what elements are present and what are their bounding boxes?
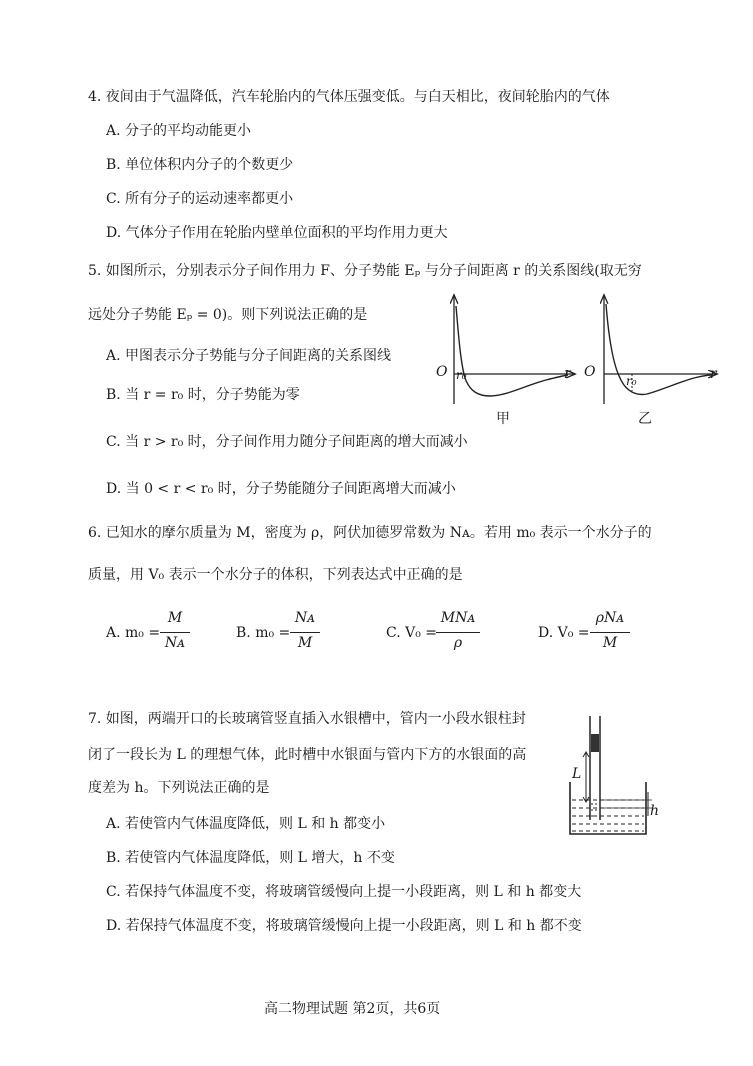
q7-stem-line2: 闭了一段长为 L 的理想气体，此时槽中水银面与管内下方的水银面的高: [88, 747, 527, 763]
q6-option-c-numerator: MNᴀ: [440, 610, 476, 626]
q7-figure-L-label: L: [572, 766, 582, 782]
q4-option-d: D. 气体分子作用在轮胎内壁单位面积的平均作用力更大: [106, 225, 448, 241]
graph-jia-origin-label: O: [436, 364, 448, 380]
q6-stem-line2: 质量，用 V₀ 表示一个水分子的体积，下列表达式中正确的是: [88, 567, 463, 583]
q7-option-b: B. 若使管内气体温度降低，则 L 增大，h 不变: [106, 850, 395, 866]
q4-option-b: B. 单位体积内分子的个数更少: [106, 157, 294, 173]
tube-lower-mercury: [591, 804, 599, 816]
q7-figure-h-label: h: [650, 803, 660, 819]
q6-option-a-lhs: A. m₀ =: [106, 625, 161, 641]
page-footer: 高二物理试题 第2页，共6页: [264, 1001, 441, 1017]
graph-yi-r0-label: r₀: [626, 374, 637, 388]
q5-option-d: D. 当 0 < r < r₀ 时，分子势能随分子间距离增大而减小: [106, 481, 456, 497]
q6-option-b-lhs: B. m₀ =: [236, 625, 291, 641]
q6-option-a-denominator: Nᴀ: [164, 635, 186, 651]
q6-option-b-numerator: Nᴀ: [294, 610, 316, 626]
q7-stem-line3: 度差为 h。下列说法正确的是: [88, 780, 270, 796]
q6-option-d-fraction: [590, 610, 630, 656]
q6-option-a-numerator: M: [167, 610, 183, 626]
graph-jia-caption: 甲: [496, 411, 510, 427]
q7-stem-line1: 7. 如图，两端开口的长玻璃管竖直插入水银槽中，管内一小段水银柱封: [88, 711, 526, 727]
q6-option-b-fraction: [290, 610, 320, 656]
q6-option-d-numerator: ρNᴀ: [595, 610, 625, 626]
q6-option-c-denominator: ρ: [453, 635, 463, 651]
q6-option-b-denominator: M: [297, 635, 313, 651]
q6-option-d-denominator: M: [602, 635, 618, 651]
graph-yi-curve: [606, 304, 712, 394]
q4-option-c: C. 所有分子的运动速率都更小: [106, 191, 294, 207]
graph-jia-axis-label: r: [564, 366, 571, 382]
graph-jia-r0-label: r₀: [456, 368, 467, 382]
graph-yi-caption: 乙: [638, 411, 652, 427]
trough-mercury-fill: [572, 800, 644, 831]
graph-yi-axis-label: r: [710, 366, 717, 382]
q7-option-c: C. 若保持气体温度不变，将玻璃管缓慢向上提一小段距离，则 L 和 h 都变大: [106, 884, 582, 900]
q5-stem-line1: 5. 如图所示，分别表示分子间作用力 F、分子势能 Eₚ 与分子间距离 r 的关系图线(取无穷: [88, 263, 642, 279]
graph-yi: [604, 296, 716, 404]
q5-stem-line2: 远处分子势能 Eₚ = 0)。则下列说法正确的是: [88, 307, 368, 323]
q5-option-a: A. 甲图表示分子势能与分子间距离的关系图线: [106, 348, 392, 364]
q6-stem-line1: 6. 已知水的摩尔质量为 M，密度为 ρ，阿伏加德罗常数为 Nᴀ。若用 m₀ 表示一个水分子的: [88, 525, 652, 541]
graph-yi-origin-label: O: [584, 364, 596, 380]
q6-option-c-fraction: [436, 610, 480, 656]
q4-stem: 4. 夜间由于气温降低，汽车轮胎内的气体压强变低。与白天相比，夜间轮胎内的气体: [88, 89, 610, 105]
graph-jia-curve: [456, 306, 568, 396]
q5-option-b: B. 当 r = r₀ 时，分子势能为零: [106, 387, 300, 403]
q5-option-c: C. 当 r > r₀ 时，分子间作用力随分子间距离的增大而减小: [106, 434, 468, 450]
q6-option-d-lhs: D. V₀ =: [538, 625, 590, 641]
q7-option-d: D. 若保持气体温度不变，将玻璃管缓慢向上提一小段距离，则 L 和 h 都不变: [106, 918, 582, 934]
graph-jia: [454, 296, 574, 404]
q7-option-a: A. 若使管内气体温度降低，则 L 和 h 都变小: [106, 816, 386, 832]
q6-option-c-lhs: C. V₀ =: [386, 625, 438, 641]
q5-graphs-figure: [434, 292, 724, 432]
q4-option-a: A. 分子的平均动能更小: [106, 123, 252, 139]
tube-mercury-column: [591, 734, 599, 752]
q6-option-a-fraction: [160, 610, 190, 656]
